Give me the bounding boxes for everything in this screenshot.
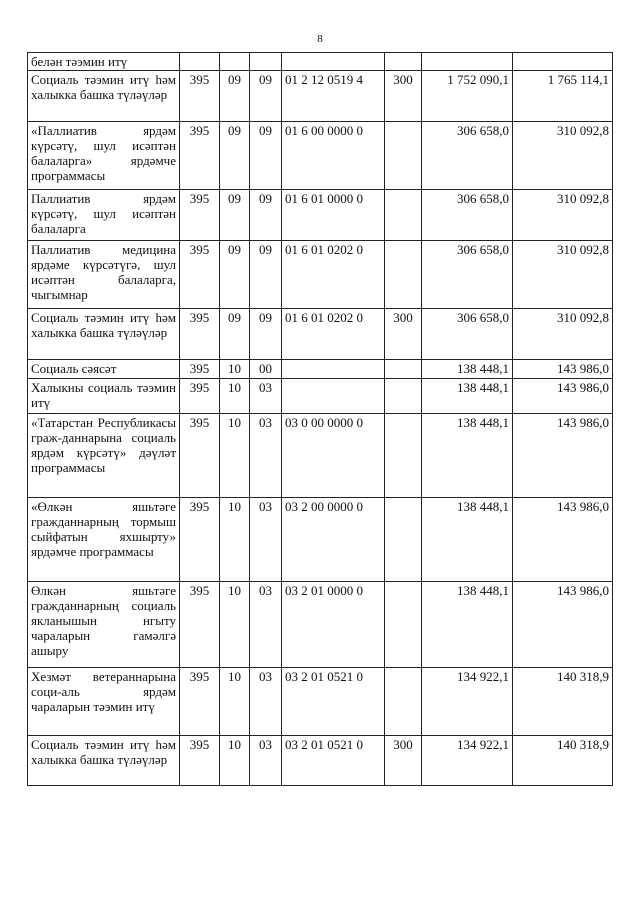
section-code-cell: 10 (220, 582, 250, 668)
subsection-code-cell (250, 53, 282, 71)
ministry-code-cell: 395 (180, 122, 220, 190)
amount-year1-cell: 306 658,0 (422, 122, 513, 190)
table-row (28, 582, 613, 668)
amount-year2-cell: 140 318,9 (513, 668, 613, 736)
subsection-code-cell: 09 (250, 241, 282, 309)
ministry-code-cell: 395 (180, 71, 220, 122)
name-cell: белән тәэмин итү (28, 53, 180, 71)
target-article-cell: 01 6 01 0202 0 (282, 309, 385, 360)
amount-year2-cell: 310 092,8 (513, 241, 613, 309)
amount-year1-cell: 134 922,1 (422, 736, 513, 786)
name-cell: «Өлкән яшьтәге гражданнарның тормыш сыйфатын яхшырту» ярдәмче программасы (28, 498, 180, 582)
name-cell: Хезмәт ветераннарына соци-аль ярдәм чараларын тәэмин итү (28, 668, 180, 736)
section-code-cell: 10 (220, 736, 250, 786)
ministry-code-cell: 395 (180, 582, 220, 668)
table-row (28, 53, 613, 71)
amount-year1-cell: 138 448,1 (422, 360, 513, 379)
amount-year2-cell: 143 986,0 (513, 498, 613, 582)
name-cell: Халыкны социаль тәэмин итү (28, 379, 180, 414)
target-article-cell: 01 6 01 0202 0 (282, 241, 385, 309)
section-code-cell: 09 (220, 122, 250, 190)
target-article-cell: 01 6 01 0000 0 (282, 190, 385, 241)
subsection-code-cell: 03 (250, 498, 282, 582)
subsection-code-cell: 03 (250, 668, 282, 736)
ministry-code-cell: 395 (180, 736, 220, 786)
section-code-cell: 10 (220, 379, 250, 414)
amount-year2-cell: 143 986,0 (513, 582, 613, 668)
amount-year2-cell: 310 092,8 (513, 122, 613, 190)
amount-year1-cell (422, 53, 513, 71)
table-row (28, 360, 613, 379)
target-article-cell: 01 2 12 0519 4 (282, 71, 385, 122)
subsection-code-cell: 03 (250, 582, 282, 668)
expense-type-cell (385, 360, 422, 379)
target-article-cell (282, 53, 385, 71)
expense-type-cell (385, 498, 422, 582)
amount-year2-cell: 143 986,0 (513, 414, 613, 498)
section-code-cell: 09 (220, 309, 250, 360)
table-row (28, 414, 613, 498)
target-article-cell: 03 2 00 0000 0 (282, 498, 385, 582)
amount-year1-cell: 138 448,1 (422, 414, 513, 498)
amount-year1-cell: 306 658,0 (422, 241, 513, 309)
amount-year1-cell: 138 448,1 (422, 379, 513, 414)
page-number: 8 (317, 33, 323, 45)
section-code-cell: 10 (220, 498, 250, 582)
amount-year1-cell: 138 448,1 (422, 498, 513, 582)
expense-type-cell (385, 414, 422, 498)
amount-year1-cell: 306 658,0 (422, 190, 513, 241)
expense-type-cell: 300 (385, 736, 422, 786)
ministry-code-cell: 395 (180, 241, 220, 309)
amount-year1-cell: 138 448,1 (422, 582, 513, 668)
amount-year2-cell: 1 765 114,1 (513, 71, 613, 122)
section-code-cell: 09 (220, 241, 250, 309)
table-row (28, 190, 613, 241)
subsection-code-cell: 03 (250, 736, 282, 786)
budget-table-body (28, 53, 613, 786)
name-cell: Паллиатив ярдәм күрсәтү, шул исәптән балаларга (28, 190, 180, 241)
name-cell: Өлкән яшьтәге гражданнарның социаль якланышын нгыту чараларын гамәлгә ашыру (28, 582, 180, 668)
name-cell: «Паллиатив ярдәм күрсәтү, шул исәптән балаларга» ярдәмче программасы (28, 122, 180, 190)
ministry-code-cell: 395 (180, 379, 220, 414)
table-row (28, 379, 613, 414)
section-code-cell: 10 (220, 360, 250, 379)
name-cell: Социаль тәэмин итү һәм халыкка башка түләүләр (28, 71, 180, 122)
ministry-code-cell: 395 (180, 668, 220, 736)
amount-year2-cell: 310 092,8 (513, 309, 613, 360)
subsection-code-cell: 00 (250, 360, 282, 379)
section-code-cell: 09 (220, 190, 250, 241)
section-code-cell (220, 53, 250, 71)
table-row (28, 241, 613, 309)
amount-year2-cell: 143 986,0 (513, 360, 613, 379)
subsection-code-cell: 09 (250, 71, 282, 122)
ministry-code-cell: 395 (180, 360, 220, 379)
expense-type-cell (385, 53, 422, 71)
table-row (28, 736, 613, 786)
amount-year1-cell: 134 922,1 (422, 668, 513, 736)
expense-type-cell (385, 582, 422, 668)
name-cell: Социаль сәясәт (28, 360, 180, 379)
ministry-code-cell: 395 (180, 309, 220, 360)
section-code-cell: 10 (220, 668, 250, 736)
section-code-cell: 09 (220, 71, 250, 122)
ministry-code-cell: 395 (180, 190, 220, 241)
amount-year1-cell: 1 752 090,1 (422, 71, 513, 122)
target-article-cell (282, 360, 385, 379)
target-article-cell: 03 2 01 0521 0 (282, 736, 385, 786)
expense-type-cell: 300 (385, 71, 422, 122)
ministry-code-cell: 395 (180, 498, 220, 582)
table-row (28, 122, 613, 190)
amount-year1-cell: 306 658,0 (422, 309, 513, 360)
budget-table (27, 52, 613, 786)
subsection-code-cell: 09 (250, 122, 282, 190)
ministry-code-cell (180, 53, 220, 71)
table-row (28, 668, 613, 736)
name-cell: Паллиатив медицина ярдәме күрсәтүгә, шул исәптән балаларга, чыгымнар (28, 241, 180, 309)
target-article-cell: 03 0 00 0000 0 (282, 414, 385, 498)
name-cell: «Татарстан Республикасы граж-даннарына социаль ярдәм күрсәтү» дәүләт программасы (28, 414, 180, 498)
amount-year2-cell (513, 53, 613, 71)
subsection-code-cell: 03 (250, 414, 282, 498)
expense-type-cell (385, 122, 422, 190)
subsection-code-cell: 03 (250, 379, 282, 414)
target-article-cell (282, 379, 385, 414)
section-code-cell: 10 (220, 414, 250, 498)
expense-type-cell (385, 190, 422, 241)
expense-type-cell (385, 241, 422, 309)
ministry-code-cell: 395 (180, 414, 220, 498)
table-row (28, 498, 613, 582)
name-cell: Социаль тәэмин итү һәм халыкка башка түләүләр (28, 736, 180, 786)
expense-type-cell (385, 379, 422, 414)
target-article-cell: 03 2 01 0000 0 (282, 582, 385, 668)
subsection-code-cell: 09 (250, 309, 282, 360)
target-article-cell: 01 6 00 0000 0 (282, 122, 385, 190)
amount-year2-cell: 143 986,0 (513, 379, 613, 414)
table-row (28, 309, 613, 360)
target-article-cell: 03 2 01 0521 0 (282, 668, 385, 736)
expense-type-cell: 300 (385, 309, 422, 360)
amount-year2-cell: 140 318,9 (513, 736, 613, 786)
expense-type-cell (385, 668, 422, 736)
subsection-code-cell: 09 (250, 190, 282, 241)
name-cell: Социаль тәэмин итү һәм халыкка башка түләүләр (28, 309, 180, 360)
table-row (28, 71, 613, 122)
amount-year2-cell: 310 092,8 (513, 190, 613, 241)
